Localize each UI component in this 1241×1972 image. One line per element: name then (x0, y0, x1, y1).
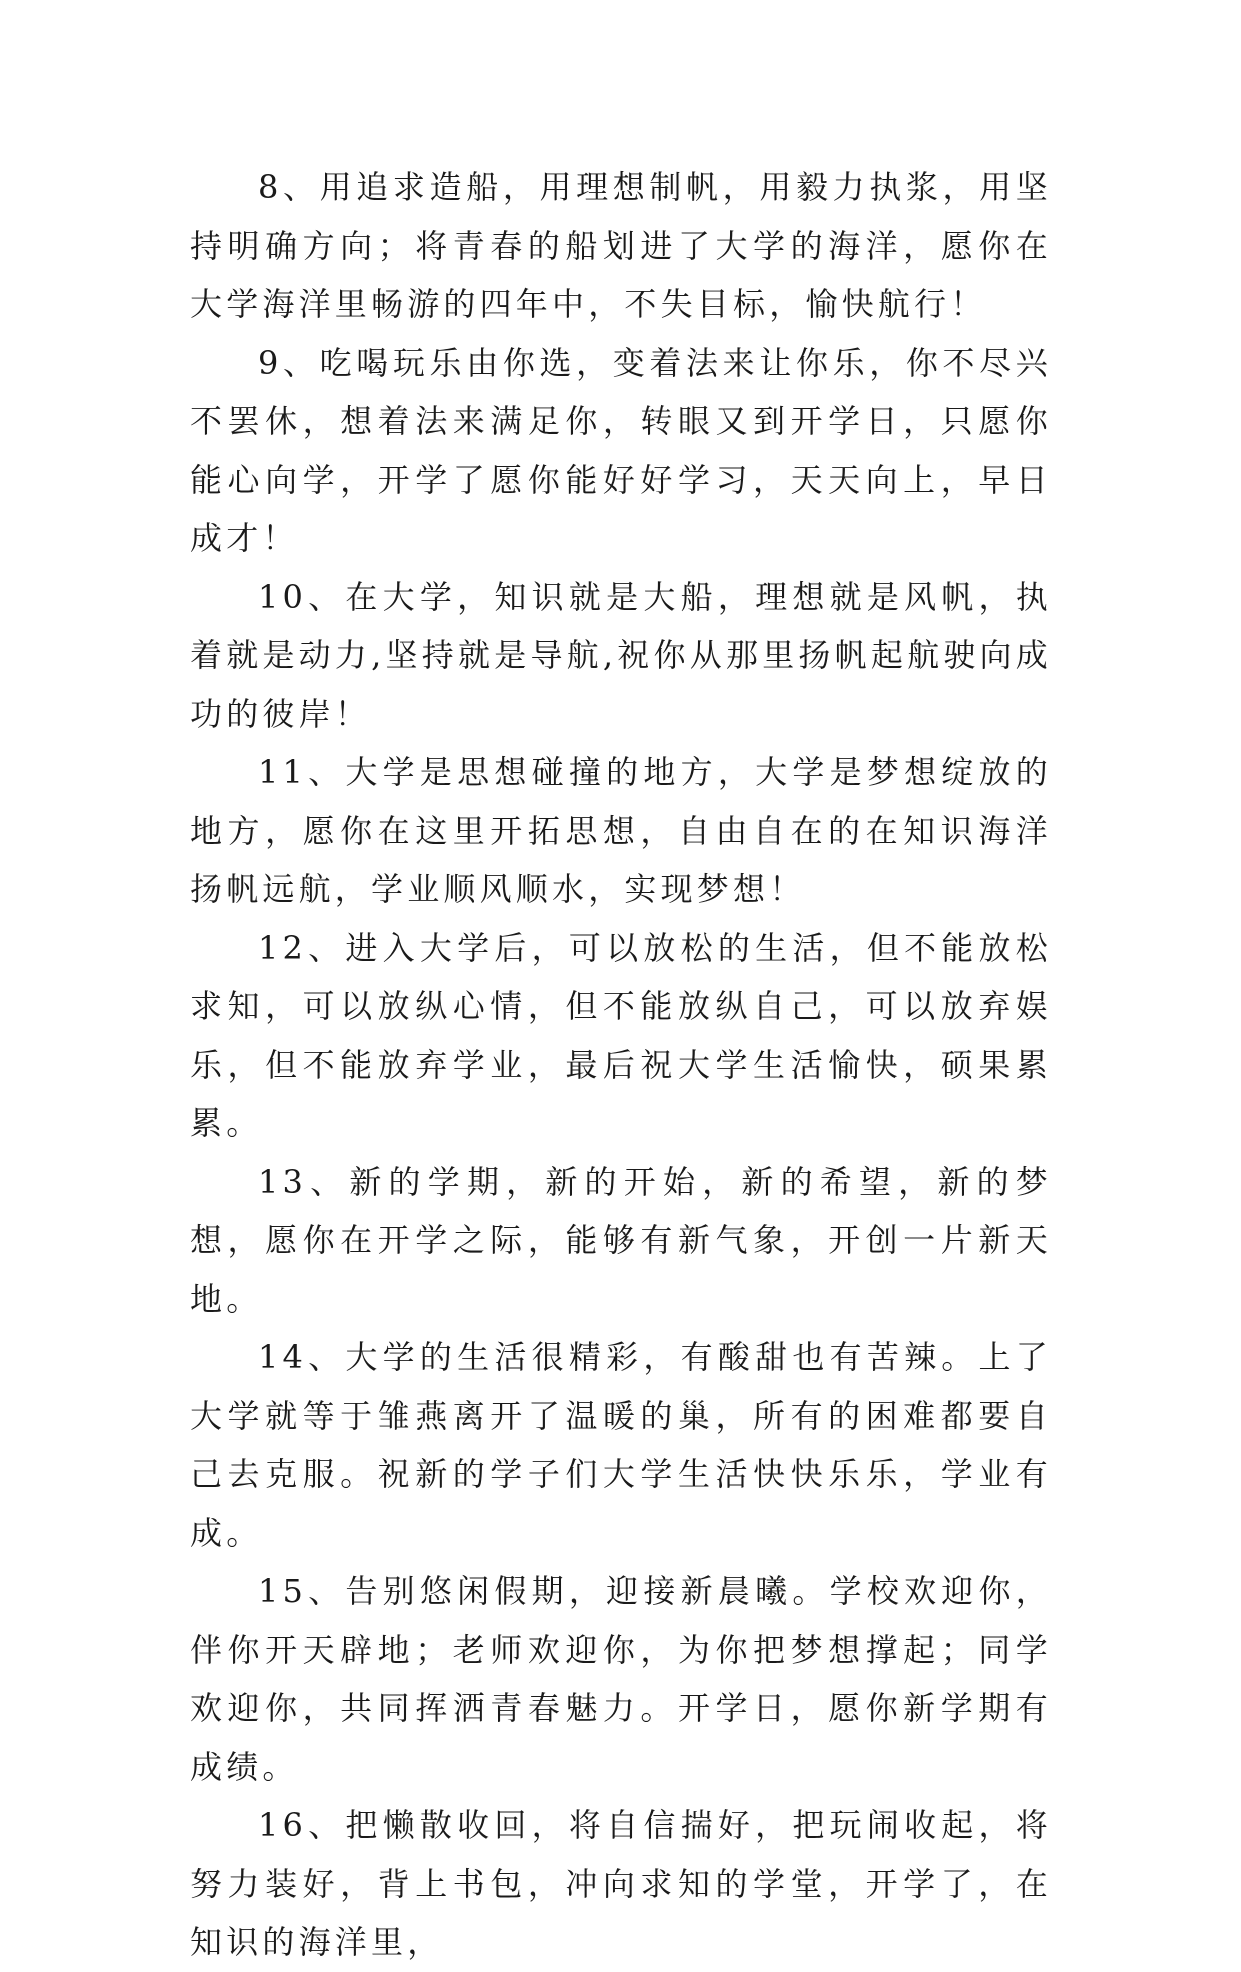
paragraph-15: 15、告别悠闲假期，迎接新晨曦。学校欢迎你，伴你开天辟地；老师欢迎你，为你把梦想撑起；同学欢迎你，共同挥洒青春魅力。开学日，愿你新学期有成绩。 (190, 1572, 1052, 1786)
document-body (190, 158, 1052, 1972)
paragraph-10: 10、在大学，知识就是大船，理想就是风帆，执着就是动力,坚持就是导航,祝你从那里扬帆起航驶向成功的彼岸！ (190, 577, 1052, 733)
paragraph-12: 12、进入大学后，可以放松的生活，但不能放松求知，可以放纵心情，但不能放纵自己，可以放弃娱乐，但不能放弃学业，最后祝大学生活愉快，硕果累累。 (190, 928, 1052, 1142)
paragraph-9: 9、吃喝玩乐由你选，变着法来让你乐，你不尽兴不罢休，想着法来满足你，转眼又到开学日，只愿你能心向学，开学了愿你能好好学习，天天向上，早日成才！ (190, 343, 1052, 557)
paragraph-16: 16、把懒散收回，将自信揣好，把玩闹收起，将努力装好，背上书包，冲向求知的学堂，开学了，在知识的海洋里， (190, 1806, 1052, 1961)
paragraph-11: 11、大学是思想碰撞的地方，大学是梦想绽放的地方，愿你在这里开拓思想，自由自在的在知识海洋扬帆远航，学业顺风顺水，实现梦想！ (190, 753, 1052, 908)
paragraph-13: 13、新的学期，新的开始，新的希望，新的梦想，愿你在开学之际，能够有新气象，开创一片新天地。 (190, 1162, 1052, 1318)
paragraph-8: 8、用追求造船，用理想制帆，用毅力执浆，用坚持明确方向；将青春的船划进了大学的海洋，愿你在大学海洋里畅游的四年中，不失目标，愉快航行！ (190, 168, 1052, 323)
paragraph-14: 14、大学的生活很精彩，有酸甜也有苦辣。上了大学就等于雏燕离开了温暖的巢，所有的困难都要自己去克服。祝新的学子们大学生活快快乐乐，学业有成。 (190, 1338, 1052, 1552)
